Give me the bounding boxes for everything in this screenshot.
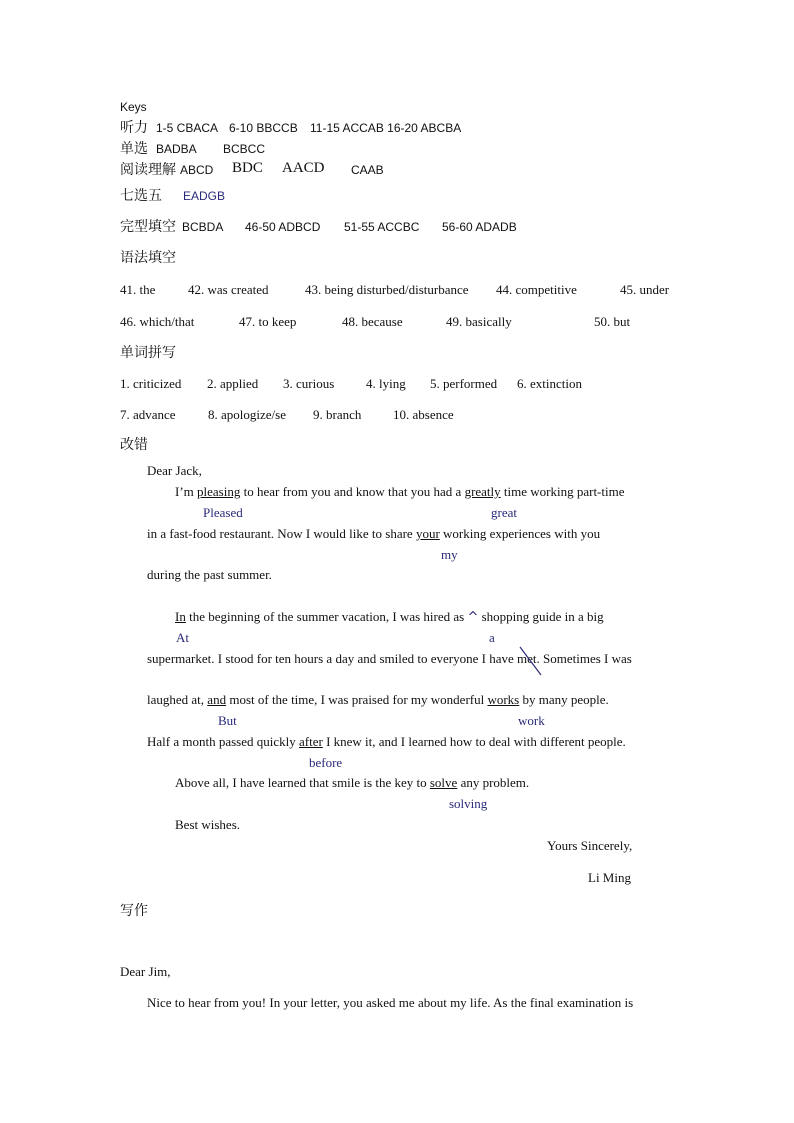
cloze-answers-2: 46-50 ADBCD bbox=[245, 220, 321, 234]
correction-before: before bbox=[309, 755, 343, 770]
text: Half a month passed quickly bbox=[147, 734, 299, 749]
letter-line-8 bbox=[175, 776, 529, 789]
writing-first-line: Nice to hear from you! In your letter, you asked me about my life. As the final examination is bbox=[147, 995, 634, 1010]
grammar-answer-46: 46. which/that bbox=[120, 314, 195, 329]
grammar-answer-42: 42. was created bbox=[188, 282, 269, 297]
spelling-label: 单词拼写 bbox=[120, 344, 176, 360]
grammar-answer-45: 45. under bbox=[620, 282, 670, 297]
reading-answers-3: AACD bbox=[282, 160, 325, 176]
correction-but: But bbox=[218, 713, 237, 728]
spelling-answer-7: 7. advance bbox=[120, 407, 176, 422]
error-after: after bbox=[299, 734, 323, 749]
text: Above all, I have learned that smile is the key to bbox=[175, 775, 430, 790]
error-works: works bbox=[487, 692, 520, 707]
text: I’m bbox=[175, 484, 198, 499]
insert-caret-icon: ^ bbox=[467, 610, 479, 625]
text: shopping guide in a big bbox=[478, 609, 604, 624]
reading-label: 阅读理解 bbox=[120, 161, 176, 177]
error-and: and bbox=[207, 692, 227, 707]
letter-signature: Li Ming bbox=[588, 870, 631, 885]
text: any problem. bbox=[457, 775, 530, 790]
letter-line-7 bbox=[147, 735, 626, 748]
error-solve: solve bbox=[429, 775, 458, 790]
letter-greeting: Dear Jack, bbox=[147, 463, 202, 478]
error-your: your bbox=[415, 526, 440, 541]
correction-at: At bbox=[176, 630, 189, 645]
grammar-label: 语法填空 bbox=[120, 249, 176, 265]
error-pleasing: pleasing bbox=[197, 484, 241, 499]
correction-label: 改错 bbox=[120, 436, 148, 452]
cloze-answers-4: 56-60 ADADB bbox=[442, 220, 517, 234]
single-choice-label: 单选 bbox=[120, 140, 148, 156]
text: by many people. bbox=[519, 692, 609, 707]
correction-solving: solving bbox=[449, 796, 488, 811]
spelling-answer-10: 10. absence bbox=[393, 407, 454, 422]
keys-title: Keys bbox=[120, 100, 147, 114]
text: the beginning of the summer vacation, I was hired as bbox=[185, 609, 468, 624]
correction-pleased: Pleased bbox=[203, 505, 243, 520]
text: laughed at, bbox=[147, 692, 208, 707]
spelling-answer-5: 5. performed bbox=[430, 376, 498, 391]
spelling-answer-8: 8. apologize/se bbox=[208, 407, 286, 422]
text: working experiences with you bbox=[439, 526, 601, 541]
spelling-answer-1: 1. criticized bbox=[120, 376, 182, 391]
letter-wishes: Best wishes. bbox=[175, 817, 240, 832]
reading-answers-2: BDC bbox=[232, 160, 263, 176]
grammar-answer-41: 41. the bbox=[120, 282, 156, 297]
spelling-answer-2: 2. applied bbox=[207, 376, 259, 391]
writing-greeting: Dear Jim, bbox=[120, 964, 171, 979]
listening-answers-2: 6-10 BBCCB bbox=[229, 121, 298, 135]
text: supermarket. I stood for ten hours a day and smiled to everyone I bbox=[147, 651, 490, 666]
correction-my: my bbox=[441, 547, 458, 562]
error-in: In bbox=[175, 609, 186, 624]
grammar-answer-43: 43. being disturbed/disturbance bbox=[305, 282, 469, 297]
grammar-answer-49: 49. basically bbox=[446, 314, 512, 329]
cloze-answers-1: BCBDA bbox=[182, 220, 224, 234]
seven-choose-five-label: 七选五 bbox=[120, 187, 162, 203]
spelling-answer-3: 3. curious bbox=[283, 376, 335, 391]
correction-a: a bbox=[489, 630, 495, 645]
grammar-answer-44: 44. competitive bbox=[496, 282, 577, 297]
text: to hear from you and know that you had a bbox=[240, 484, 465, 499]
reading-answers-4: CAAB bbox=[351, 163, 384, 177]
letter-line-2 bbox=[147, 527, 600, 540]
cloze-label: 完型填空 bbox=[120, 218, 176, 234]
text: time working part-time bbox=[500, 484, 625, 499]
cloze-answers-3: 51-55 ACCBC bbox=[344, 220, 420, 234]
letter-line-6 bbox=[147, 693, 609, 706]
correction-work: work bbox=[518, 713, 545, 728]
listening-answers-1: 1-5 CBACA bbox=[156, 121, 219, 135]
delete-mark-icon bbox=[517, 645, 543, 677]
listening-label: 听力 bbox=[120, 119, 148, 135]
letter-line-4 bbox=[175, 610, 604, 624]
spelling-answer-6: 6. extinction bbox=[517, 376, 582, 391]
single-choice-answers-2: BCBCC bbox=[223, 142, 266, 156]
grammar-answer-47: 47. to keep bbox=[239, 314, 297, 329]
text: I knew it, and I learned how to deal with different people. bbox=[322, 734, 626, 749]
writing-label: 写作 bbox=[120, 902, 148, 918]
grammar-answer-50: 50. but bbox=[594, 314, 631, 329]
text: most of the time, I was praised for my wonderful bbox=[226, 692, 488, 707]
letter-line-3: during the past summer. bbox=[147, 567, 272, 582]
listening-answers-3: 11-15 ACCAB 16-20 ABCBA bbox=[310, 121, 462, 135]
text: met. Sometimes I was bbox=[513, 651, 632, 666]
error-have: have bbox=[489, 651, 514, 666]
text: in a fast-food restaurant. Now I would like to share bbox=[147, 526, 416, 541]
single-choice-answers-1: BADBA bbox=[156, 142, 197, 156]
seven-choose-five-answers: EADGB bbox=[183, 189, 226, 203]
reading-answers-1: ABCD bbox=[180, 163, 214, 177]
correction-great: great bbox=[491, 505, 517, 520]
spelling-answer-9: 9. branch bbox=[313, 407, 362, 422]
grammar-answer-48: 48. because bbox=[342, 314, 403, 329]
letter-line-1 bbox=[175, 485, 625, 498]
error-greatly: greatly bbox=[464, 484, 501, 499]
letter-closing: Yours Sincerely, bbox=[547, 838, 633, 853]
spelling-answer-4: 4. lying bbox=[366, 376, 406, 391]
letter-line-5 bbox=[147, 652, 632, 665]
